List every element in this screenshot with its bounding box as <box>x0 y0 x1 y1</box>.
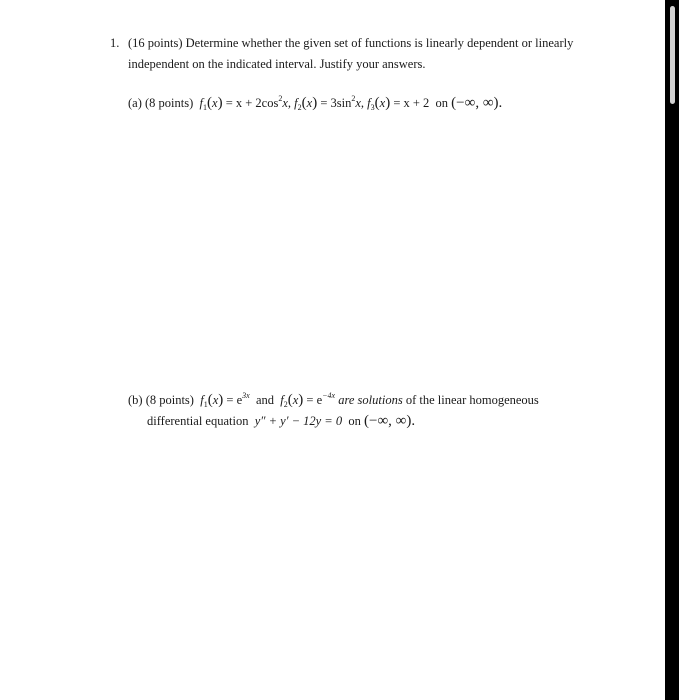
part-a-label: (a) (8 points) <box>128 96 194 110</box>
part-b-statement-line2 <box>147 414 415 429</box>
problem-intro-line1: (16 points) Determine whether the given set of functions is linearly dependent or linearly <box>128 36 574 50</box>
part-b-and: and <box>255 393 274 407</box>
part-b-statement-line1 <box>128 392 539 409</box>
problem-intro-line2: independent on the indicated interval. Justify your answers. <box>128 57 426 71</box>
part-a-interval: (−∞, ∞). <box>451 95 503 111</box>
part-a-on: on <box>435 96 449 110</box>
scrollbar-thumb[interactable] <box>670 6 675 104</box>
part-b-ode: y″ + y′ − 12y = 0 <box>254 414 343 428</box>
part-b-line2-text: differential equation <box>147 414 249 428</box>
part-a-f2: $f_2(x) = 3\sin^2x$, <box>294 94 365 112</box>
part-b-on: on <box>348 414 361 428</box>
part-b-rest-line1: of the linear homogeneous <box>405 393 539 407</box>
part-b-f1: $f_1(x) = e^{3x}$ <box>200 391 250 409</box>
part-b-interval: (−∞, ∞). <box>363 413 416 429</box>
part-a-f1: $f_1(x) = x + 2\cos^2x$, <box>199 94 292 112</box>
part-a-statement <box>128 95 502 112</box>
problem-number: 1. <box>110 36 120 50</box>
part-b-f2: $f_2(x) = e^{-4x}$ <box>280 391 336 409</box>
part-a-f3: $f_3(x) = x + 2$ <box>367 95 430 112</box>
part-b-are-solutions: are solutions <box>338 393 403 407</box>
part-b-label: (b) (8 points) <box>128 393 194 407</box>
